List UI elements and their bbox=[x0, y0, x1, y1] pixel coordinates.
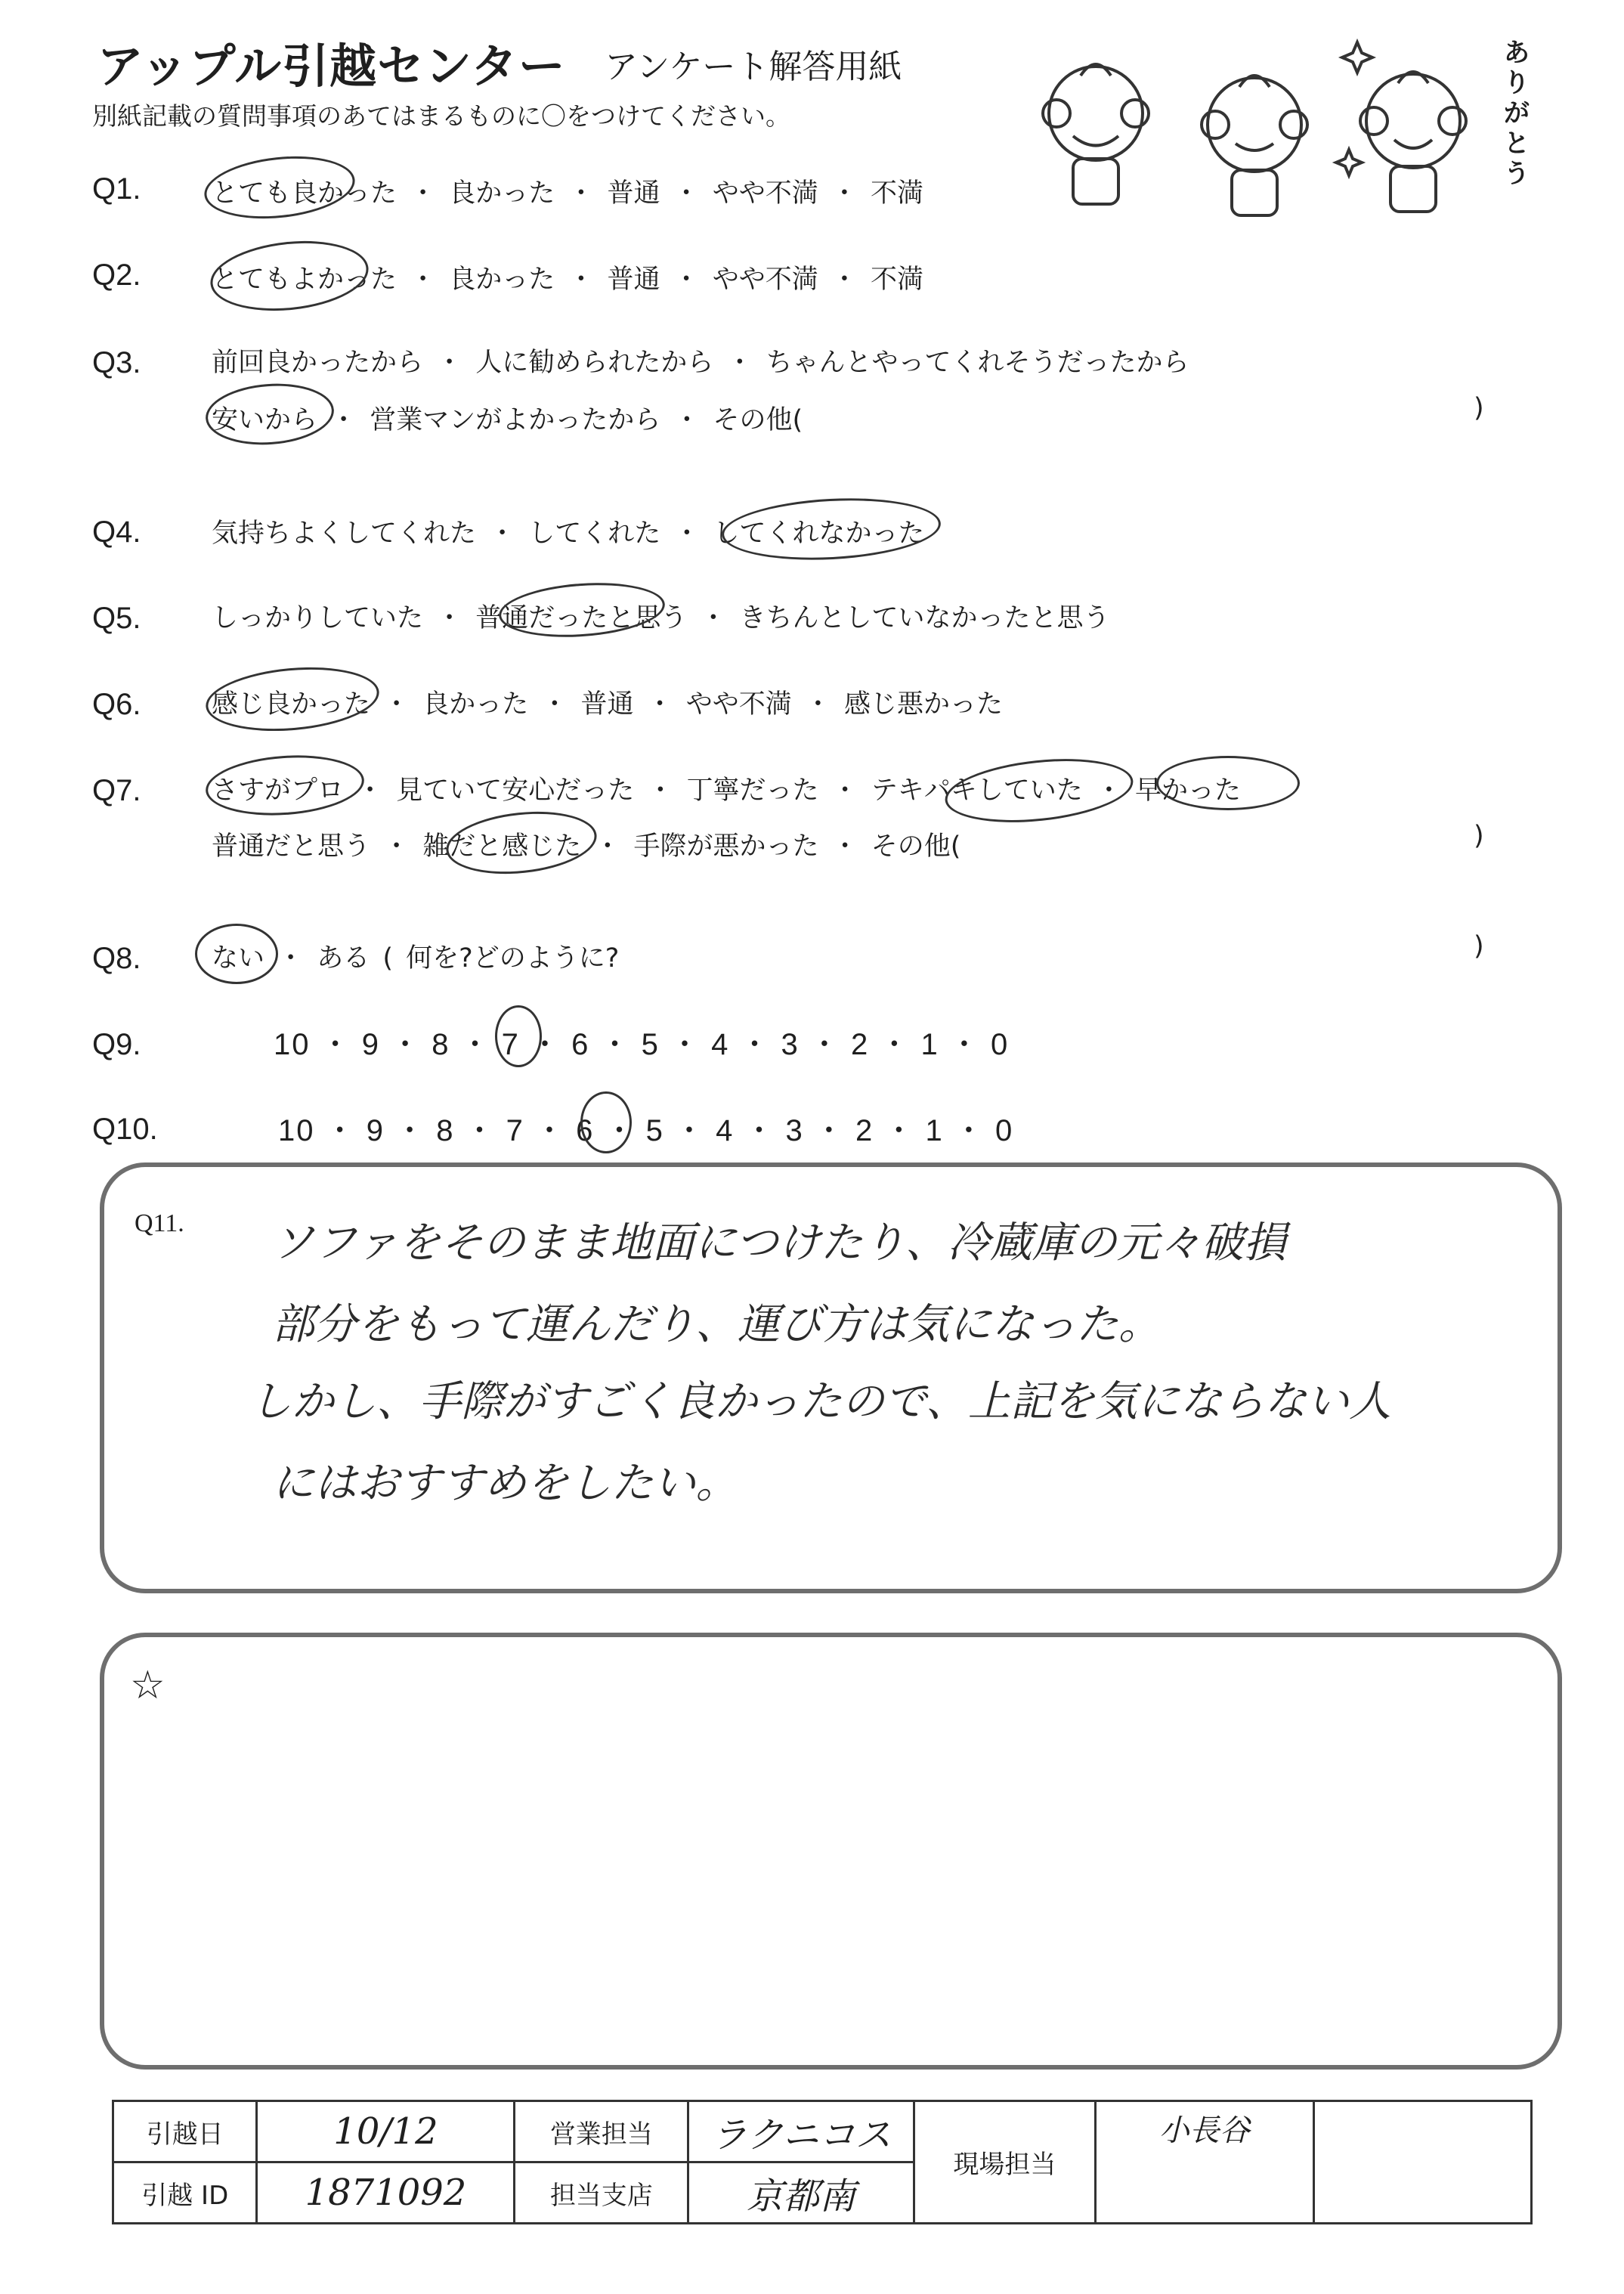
q2-circle-mark bbox=[207, 234, 372, 317]
q6-label: Q6. bbox=[92, 688, 141, 721]
q4-label: Q4. bbox=[92, 515, 141, 549]
q1-options: とても良かった ・ 良かった ・ 普通 ・ やや不満 ・ 不満 bbox=[212, 178, 924, 209]
q10-scale: 10 ・ 9 ・ 8 ・ 7 ・ 6 ・ 5 ・ 4 ・ 3 ・ 2 ・ 1 ・ 0 bbox=[278, 1114, 1014, 1147]
q3-label: Q3. bbox=[92, 346, 141, 379]
q11-line-2: 部分をもって運んだり、運び方は気になった。 bbox=[272, 1300, 1161, 1349]
q8-options: ない ・ ある ( 何を?どのように? bbox=[212, 943, 620, 974]
star-comment-box bbox=[100, 1633, 1562, 2070]
q4-options: 気持ちよくしてくれた ・ してくれた ・ してくれなかった bbox=[212, 519, 925, 549]
q9-circle-mark bbox=[495, 1005, 542, 1067]
instruction-text: 別紙記載の質問事項のあてはまるものに〇をつけてください。 bbox=[92, 101, 790, 131]
q5-options: しっかりしていた ・ 普通だったと思う ・ きちんとしていなかったと思う bbox=[212, 603, 1110, 633]
thanks-text: ありがとう bbox=[1504, 38, 1530, 189]
q7-line2: 普通だと思う ・ 雑だと感じた ・ 手際が悪かった ・ その他( bbox=[212, 831, 961, 862]
q5-label: Q5. bbox=[92, 602, 141, 635]
q6-options: 感じ良かった ・ 良かった ・ 普通 ・ やや不満 ・ 感じ悪かった bbox=[212, 689, 1004, 720]
q3-close-paren: ) bbox=[1474, 393, 1484, 423]
q4-circle-mark bbox=[720, 493, 942, 565]
company-title: アップル引越センター bbox=[97, 39, 566, 94]
q9-label: Q9. bbox=[92, 1028, 141, 1061]
move-id-label: 引越 ID bbox=[113, 2162, 257, 2224]
q7-line1: さすがプロ ・ 見ていて安心だった ・ 丁寧だった ・ テキパキしていた ・ 早かった bbox=[212, 776, 1242, 806]
form-title: アンケート解答用紙 bbox=[605, 48, 902, 86]
q1-circle-mark bbox=[201, 150, 357, 225]
q1-label: Q1. bbox=[92, 172, 141, 206]
q7-circle-mark-1 bbox=[204, 751, 367, 820]
move-id-value: 1871092 bbox=[257, 2162, 515, 2224]
q11-line-4: にはおすすめをしたい。 bbox=[272, 1459, 738, 1508]
q7-label: Q7. bbox=[92, 774, 141, 807]
sales-label: 営業担当 bbox=[515, 2101, 688, 2162]
q11-line-3: しかし、手際がすごく良かったので、上記を気にならない人 bbox=[249, 1377, 1391, 1426]
branch-label: 担当支店 bbox=[515, 2162, 688, 2224]
q3-line2: 安いから ・ 営業マンがよかったから ・ その他( bbox=[212, 405, 803, 435]
sales-value: ラクニコス bbox=[688, 2101, 914, 2162]
q3-line1: 前回良かったから ・ 人に勧められたから ・ ちゃんとやってくれそうだったから bbox=[212, 348, 1189, 378]
q8-close-paren: ) bbox=[1474, 931, 1484, 961]
star-label: ☆ bbox=[130, 1663, 165, 1708]
q3-circle-mark bbox=[203, 379, 336, 449]
q7-circle-mark-4 bbox=[443, 805, 599, 881]
branch-value: 京都南 bbox=[688, 2162, 914, 2224]
q10-circle-mark bbox=[580, 1091, 632, 1153]
q2-label: Q2. bbox=[92, 259, 141, 292]
q10-label: Q10. bbox=[92, 1113, 158, 1146]
q8-circle-mark bbox=[195, 924, 278, 984]
site-label: 現場担当 bbox=[914, 2101, 1096, 2224]
q8-label: Q8. bbox=[92, 942, 141, 975]
q6-circle-mark bbox=[203, 661, 382, 738]
move-date-label: 引越日 bbox=[113, 2101, 257, 2162]
move-date-value: 10/12 bbox=[257, 2101, 515, 2162]
q7-close-paren: ) bbox=[1474, 821, 1484, 851]
footer-table bbox=[112, 2100, 1533, 2224]
q7-circle-mark-2 bbox=[1156, 756, 1300, 810]
q7-circle-mark-3 bbox=[942, 751, 1137, 831]
q2-options: とてもよかった ・ 良かった ・ 普通 ・ やや不満 ・ 不満 bbox=[212, 265, 924, 295]
site-extra-cell bbox=[1313, 2101, 1531, 2224]
q11-line-1: ソファをそのまま地面につけたり、冷蔵庫の元々破損 bbox=[272, 1218, 1286, 1268]
q9-scale: 10 ・ 9 ・ 8 ・ 7 ・ 6 ・ 5 ・ 4 ・ 3 ・ 2 ・ 1 ・ 0 bbox=[274, 1028, 1010, 1061]
site-value: 小長谷 bbox=[1095, 2101, 1313, 2224]
q11-label: Q11. bbox=[135, 1209, 184, 1237]
mascot-illustration bbox=[1028, 23, 1542, 219]
